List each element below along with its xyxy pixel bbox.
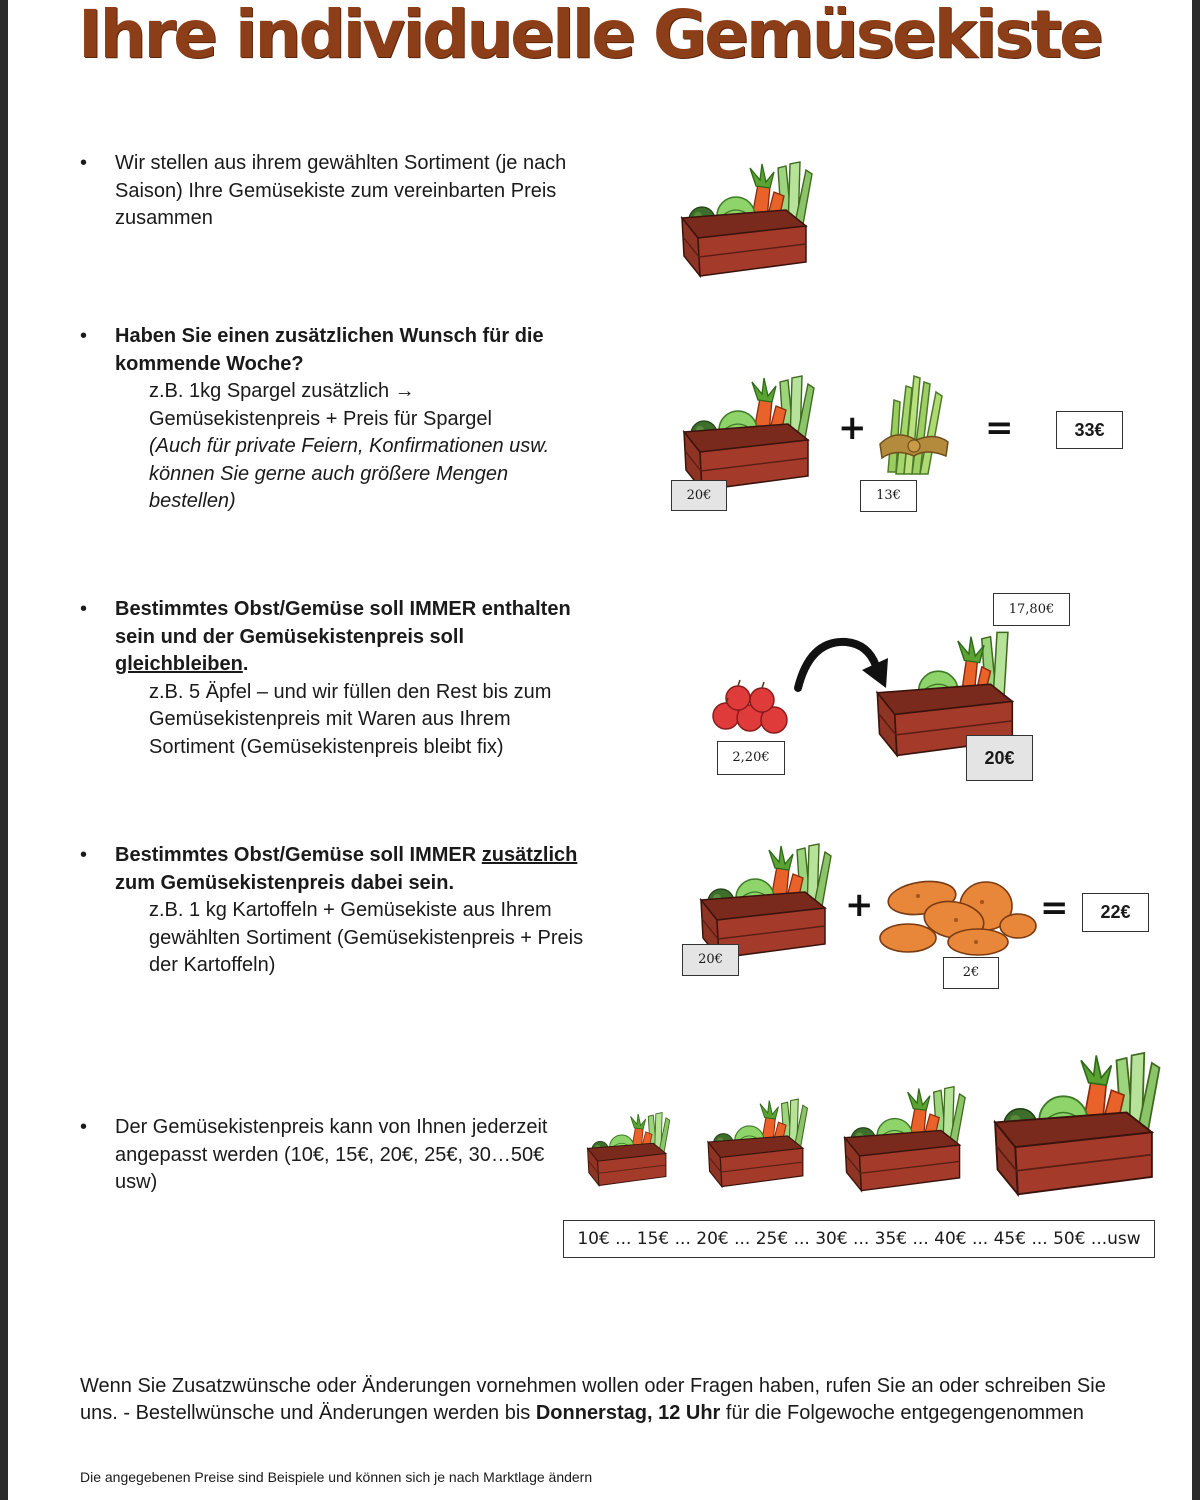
asparagus-icon [876,366,956,478]
bullet: • [80,152,88,174]
price-disclaimer: Die angegebenen Preise sind Beispiele und können sich je nach Marktlage ändern [80,1469,593,1485]
section-fixed-price [80,596,600,761]
curved-arrow-icon [790,636,890,692]
section-note: (Auch für private Feiern, Konfirmationen usw. können Sie gerne auch größere Mengen bestellen) [149,435,550,512]
plus-sign: + [845,885,874,925]
bullet: • [80,844,88,866]
vegetable-crate-icon [990,1048,1162,1203]
left-edge [0,0,8,1500]
section-additional [80,842,600,980]
potatoes-icon [878,876,1040,960]
section-heading: Bestimmtes Obst/Gemüse soll IMMER enthalten sein und der Gemüsekistenpreis soll gleichbleiben. [115,598,571,675]
section-example: z.B. 1 kg Kartoffeln + Gemüsekiste aus Ihrem gewählten Sortiment (Gemüsekistenpreis + Preis der Kartoffeln) [149,899,584,976]
section-example: z.B. 1kg Spargel zusätzlich → Gemüsekistenpreis + Preis für Spargel [149,380,492,430]
price-box-fixed: 20€ [966,735,1033,781]
equals-sign: = [1040,888,1069,928]
price-label-apples: 2,20€ [717,741,785,775]
vegetable-crate-icon [680,372,816,497]
price-range-box: 10€ ... 15€ ... 20€ ... 25€ ... 30€ ... 35€ ... 40€ ... 45€ ... 50€ ...usw [563,1220,1155,1258]
section-standard-box [80,150,580,233]
price-label-potatoes: 2€ [943,957,999,989]
section-text: Der Gemüsekistenpreis kann von Ihnen jederzeit angepasst werden (10€, 15€, 20€, 25€, 30…50€ usw) [115,1116,548,1193]
page-title: Ihre individuelle Gemüsekiste [78,0,1101,73]
section-adjust-price [80,1114,550,1197]
price-total: 33€ [1056,411,1123,449]
section-example: z.B. 5 Äpfel – und wir füllen den Rest bis zum Gemüsekistenpreis mit Waren aus Ihrem Sortiment (Gemüsekistenpreis bleibt fix) [149,680,552,758]
bullet: • [80,325,88,347]
section-heading: Bestimmtes Obst/Gemüse soll IMMER zusätzlich zum Gemüsekistenpreis dabei sein. [115,844,578,894]
vegetable-crate-icon [585,1110,671,1190]
vegetable-crate-icon [678,158,814,283]
bullet: • [80,1116,88,1138]
section-extra-wish [80,323,580,516]
apples-icon [710,676,794,746]
plus-sign: + [838,408,867,448]
price-label-box: 20€ [671,480,727,511]
right-edge [1192,0,1200,1500]
vegetable-crate-icon [705,1096,809,1192]
vegetable-crate-icon [841,1083,967,1197]
footer-text: Wenn Sie Zusatzwünsche oder Änderungen vornehmen wollen oder Fragen haben, rufen Sie an oder schreiben Sie uns. - Bestellwünsche und Änderungen werden bis Donnerstag, 12 Uhr für die Folgewoche entgegengenommen [80,1375,1106,1424]
equals-sign: = [985,408,1014,448]
bullet: • [80,598,88,620]
section-text: Wir stellen aus ihrem gewählten Sortiment (je nach Saison) Ihre Gemüsekiste zum vereinbarten Preis zusammen [115,152,567,229]
price-label-rest: 17,80€ [993,593,1070,626]
section-heading: Haben Sie einen zusätzlichen Wunsch für die kommende Woche? [115,325,544,375]
price-total: 22€ [1082,893,1149,932]
price-label-asparagus: 13€ [860,480,917,512]
price-label-box: 20€ [682,944,739,976]
